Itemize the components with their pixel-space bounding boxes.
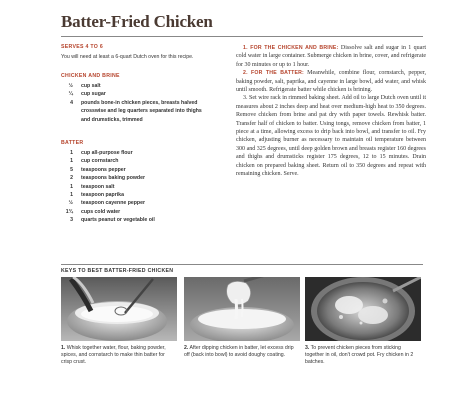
step-1	[236, 44, 426, 69]
ingredient-name: teaspoons baking powder	[81, 175, 145, 182]
step-label: 1. FOR THE CHICKEN AND BRINE:	[243, 45, 339, 51]
serves-label: SERVES 4 TO 6	[61, 44, 104, 50]
keys-divider	[61, 264, 423, 265]
ingredient-row	[61, 99, 239, 107]
ingredient-qty: 1	[70, 158, 73, 165]
ingredient-row	[61, 183, 239, 191]
ingredient-name: cup cornstarch	[81, 158, 119, 165]
ingredient-row	[61, 116, 239, 124]
batter-heading: BATTER	[61, 140, 84, 146]
ingredient-qty: 1¾	[65, 208, 73, 215]
ingredient-row	[61, 90, 239, 98]
step-3	[236, 94, 426, 178]
caption-3	[305, 345, 421, 365]
ingredient-qty	[61, 107, 73, 115]
caption-text: After dipping chicken in batter, let excess drip off (back into bowl) to avoid doughy coating.	[184, 345, 294, 358]
ingredient-name: cup all-purpose flour	[81, 150, 133, 156]
ingredient-qty: 4	[70, 99, 73, 106]
ingredient-row	[61, 174, 239, 182]
ingredient-row	[61, 82, 239, 90]
ingredient-qty: 2	[70, 175, 73, 182]
ingredient-qty: 1	[70, 183, 73, 190]
ingredient-qty	[61, 116, 73, 124]
caption-number: 1.	[61, 345, 66, 351]
ingredient-row	[61, 166, 239, 174]
ingredient-name: and drumsticks, trimmed	[81, 116, 143, 123]
caption-number: 3.	[305, 345, 310, 351]
step-label: 2. FOR THE BATTER:	[243, 70, 304, 77]
caption-1	[61, 345, 177, 365]
brine-heading: CHICKEN AND BRINE	[61, 73, 120, 79]
ingredient-row	[61, 107, 239, 115]
ingredient-name: teaspoon salt	[81, 183, 115, 190]
ingredient-row	[61, 208, 239, 216]
whisk-batter-photo	[61, 277, 177, 341]
step-text: Dissolve salt and sugar in 1 quart cold water in large container. Submerge chicken in brine, cover, and refrigerate for 30 minutes or up to 1 hour.	[236, 45, 426, 68]
ingredient-name: teaspoon cayenne pepper	[81, 200, 145, 207]
fry-chicken-photo	[305, 277, 421, 341]
caption-2	[184, 345, 300, 359]
ingredient-name: quarts peanut or vegetable oil	[81, 217, 155, 224]
method-steps	[236, 44, 426, 179]
step-text: 3. Set wire rack in rimmed baking sheet. Add oil to large Dutch oven until it measures about 2 inches deep and heat over medium-high heat to 350 degrees. Remove chicken from brine and pat dry with paper towels. Rewhisk batter. Transfer half of chicken to batter. Using tongs, remove chicken from batter, 1 piece at a time, allowing excess to drip back into bowl, and transfer to oil. Fry chicken, adjusting burner as necessary to maintain oil temperature between 300 and 325 degrees, until deep golden brown and breasts register 160 degrees and thighs and drumsticks register 175 degrees, 12 to 15 minutes. Drain chicken on prepared baking sheet. Return oil to 350 degrees and repeat with remaining chicken. Serve.	[236, 95, 426, 178]
caption-text: Whisk together water, flour, baking powder, spices, and cornstarch to make thin batter for crisp crust.	[61, 345, 166, 365]
step-2	[236, 69, 426, 94]
ingredient-name: teaspoon paprika	[81, 192, 124, 199]
ingredient-name: crosswise and leg quarters separated into thighs	[81, 108, 202, 115]
ingredient-name: pounds bone-in chicken pieces, breasts halved	[81, 99, 198, 106]
recipe-title: Batter-Fried Chicken	[61, 12, 213, 31]
ingredient-qty: 1	[70, 150, 73, 156]
caption-text: To prevent chicken pieces from sticking together in oil, don't crowd pot. Fry chicken in 2 batches.	[305, 345, 414, 365]
batter-ingredient-list	[61, 149, 239, 225]
ingredient-row	[61, 149, 239, 157]
ingredient-qty: 3	[70, 217, 73, 224]
ingredient-qty: ½	[68, 83, 73, 89]
keys-heading: KEYS TO BEST BATTER-FRIED CHICKEN	[61, 268, 174, 274]
title-divider	[61, 36, 423, 37]
ingredient-qty: 1	[70, 192, 73, 199]
ingredient-qty: 5	[70, 166, 73, 173]
ingredient-row	[61, 157, 239, 165]
ingredient-row	[61, 199, 239, 207]
ingredient-name: teaspoons pepper	[81, 166, 126, 173]
step-text: Meanwhile, combine flour, cornstarch, pepper, baking powder, salt, paprika, and cayenne in large bowl, add water, and whisk until smooth. Refrigerate batter while chicken is brining.	[236, 70, 426, 94]
ingredient-qty: ¼	[68, 91, 73, 98]
dip-chicken-photo	[184, 277, 300, 341]
ingredient-name: cups cold water	[81, 208, 121, 215]
ingredient-qty: ½	[68, 200, 73, 207]
caption-number: 2.	[184, 345, 189, 351]
ingredient-name: cup sugar	[81, 91, 106, 98]
recipe-note: You will need at least a 6-quart Dutch oven for this recipe.	[61, 54, 194, 60]
ingredient-row	[61, 191, 239, 199]
ingredient-name: cup salt	[81, 83, 101, 89]
brine-ingredient-list	[61, 82, 239, 124]
ingredient-row	[61, 216, 239, 224]
